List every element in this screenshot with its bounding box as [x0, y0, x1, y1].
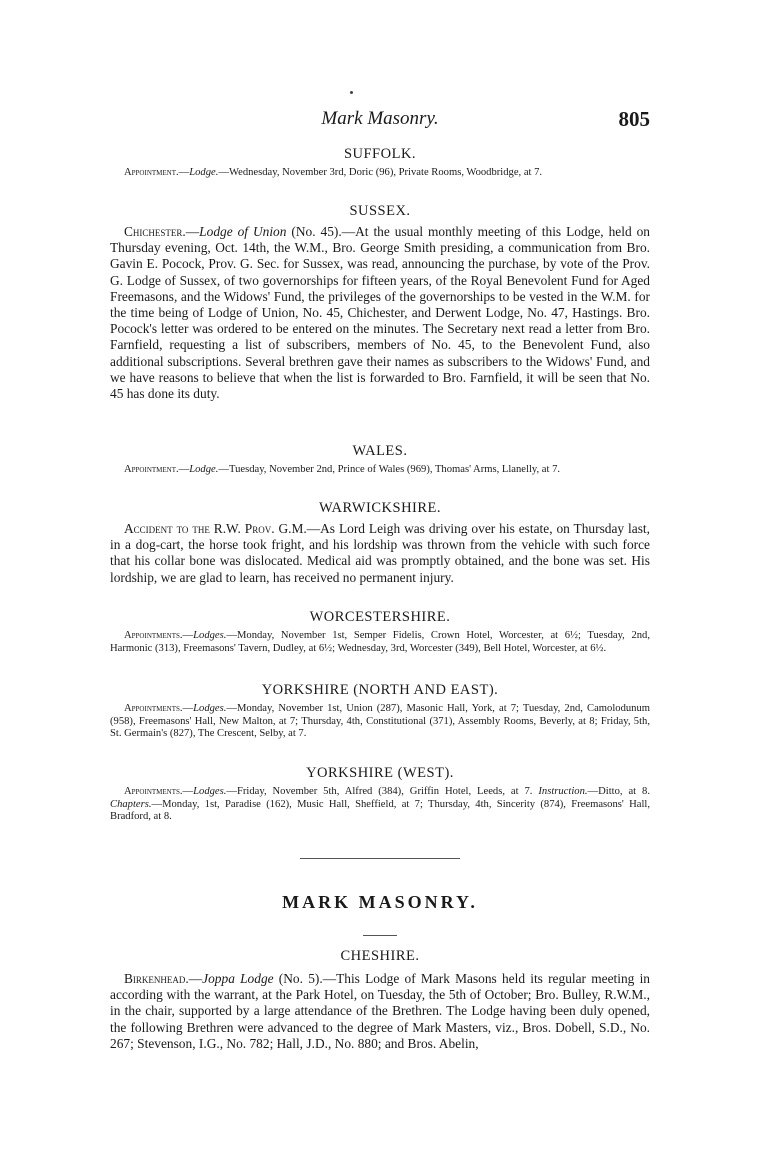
paragraph-text: —As Lord Leigh was driving over his estate, on Thursday last, in a dog-cart, the horse took fright, and his lordship was thrown from the vehicle with such force that his collar bone was dislocated. Medical aid was promptly obtained, and the bone was set. His lordship, we are glad to learn, has received no permanent injury. [110, 521, 650, 585]
lead-word: Chichester. [124, 224, 186, 239]
paragraph-text: (No. 5).—This Lodge of Mark Masons held its regular meeting in according with the warrant, at the Park Hotel, on Tuesday, the 5th of October; Bro. Bulley, R.W.M., in the chair, supported by a large attendance of the Brethren. The Lodge having been duly opened, the following Brethren were advanced to the degree of Mark Masters, viz., Bros. Dobell, S.D., No. 267; Stevenson, I.G., No. 782; Hall, J.D., No. 880; and Bros. Abelin, [110, 971, 650, 1051]
paragraph-text: —Ditto, at 8. [587, 786, 650, 797]
section-wales [110, 443, 650, 477]
sub-label: Joppa Lodge [202, 971, 274, 986]
section-heading: WORCESTERSHIRE. [309, 609, 451, 625]
section-text [110, 521, 650, 586]
section-yorkshire-west [110, 765, 650, 824]
lead-word: Accident to the R.W. Prov. G.M. [124, 521, 307, 536]
section-heading: YORKSHIRE (NORTH AND EAST). [261, 682, 499, 698]
sub-label-instruction: Instruction. [538, 786, 588, 797]
lead-word: Appointments. [124, 786, 183, 797]
sub-label: Lodges. [193, 630, 227, 641]
section-suffolk [110, 146, 650, 180]
short-rule [363, 935, 397, 936]
section-yorkshire-north-east [110, 682, 650, 741]
page-header [110, 108, 650, 134]
lead-word: Appointment. [124, 167, 179, 178]
sub-label: Lodge. [189, 464, 219, 475]
lead-word: Appointments. [124, 703, 183, 714]
section-text: Appointment.—Lodge.—Wednesday, November 3rd, Doric (96), Private Rooms, Woodbridge, at 7. [124, 167, 543, 178]
sub-label: Lodges. [193, 703, 227, 714]
paragraph-text: —Monday, November 1st, Union (287), Masonic Hall, York, at 7; Tuesday, 2nd, Camolodunum (958), Freemasons' Hall, New Malton, at 7; Thursday, 4th, Constitutional (371), Assembly Rooms, Beverly, at 8; Friday, 5th, St. Germain's (827), The Crescent, Selby, at 7. [110, 703, 650, 739]
divider-rule [110, 858, 650, 859]
running-title: Mark Masonry. [321, 108, 439, 129]
paragraph-text: —Wednesday, November 3rd, Doric (96), Private Rooms, Woodbridge, at 7. [218, 167, 543, 178]
section-text: Chichester.—Lodge of Union (No. 45).—At the usual monthly meeting of this Lodge, held on Thursday evening, Oct. 14th, the W.M., Bro. George Smith presiding, a communication from Bro. Gavin E. Pocock, Prov. G. Sec. for Sussex, was read, announcing the purchase, by vote of the Prov. G. Lodge of Sussex, of two governorships for fifteen years, of the Royal Benevolent Fund for Aged Freemasons, and the Widows' Fund, the privileges of the governorships to be vested in the W.M. for the time being of Lodge of Union, No. 45, Chichester, and Derwent Lodge, No. 47, Hastings. Bro. Pocock's letter was ordered to be entered on the minutes. The Secretary next read a letter from Bro. Farnfield, requesting a list of subscribers, members of No. 45, to the Benevolent Fund, also additional subscriptions. Several brethren gave their names as subscribers to the Widows' Fund, and we have reasons to believe that when the list is forwarded to Bro. Farnfield, it will be seen that No. 45 has done its duty. [110, 224, 650, 402]
section-text: Appointments.—Lodges.—Monday, November 1st, Semper Fidelis, Crown Hotel, Worcester, at 6½; Tuesday, 2nd, Harmonic (313), Freemasons' Tavern, Dudley, at 6½; Wednesday, 3rd, Worcester (349), Bell Hotel, Worcester, at 6½. [110, 630, 650, 654]
section-heading: WALES. [352, 443, 408, 459]
lead-word: Birkenhead. [124, 971, 189, 986]
printing-speck [350, 91, 353, 94]
section-heading: WARWICKSHIRE. [318, 500, 442, 516]
section-heading: YORKSHIRE (WEST). [306, 765, 454, 781]
section-text: Appointments.—Lodges.—Monday, November 1st, Union (287), Masonic Hall, York, at 7; Tuesday, 2nd, Camolodunum (958), Freemasons' Hall, New Malton, at 7; Thursday, 4th, Constitutional (371), Assembly Rooms, Beverly, at 8; Friday, 5th, St. Germain's (827), The Crescent, Selby, at 7. [110, 703, 650, 739]
sub-label: Lodge of Union [199, 224, 287, 239]
section-heading: SUFFOLK. [343, 146, 417, 162]
section-text: Appointments.—Lodges.—Friday, November 5th, Alfred (384), Griffin Hotel, Leeds, at 7. Instruction.—Ditto, at 8. Chapters.—Monday, 1st, Paradise (162), Music Hall, Sheffield, at 7; Thursday, 4th, Sincerity (874), Freemasons' Hall, Bradford, at 8. [110, 786, 650, 822]
sub-label: Lodge. [189, 167, 219, 178]
sub-label: Lodges. [193, 786, 227, 797]
lead-word: Appointments. [124, 630, 183, 641]
page-number: 805 [618, 107, 650, 131]
sub-label-chapters: Chapters. [110, 798, 152, 810]
lead-word: Appointment. [124, 464, 179, 475]
paragraph-text: —Monday, November 1st, Semper Fidelis, Crown Hotel, Worcester, at 6½; Tuesday, 2nd, Harmonic (313), Freemasons' Tavern, Dudley, at 6½; Wednesday, 3rd, Worcester (349), Bell Hotel, Worcester, at 6½. [110, 630, 650, 654]
section-text: Appointment.—Lodge.—Tuesday, November 2nd, Prince of Wales (969), Thomas' Arms, Llanelly, at 7. [124, 464, 561, 475]
paragraph-text: —Friday, November 5th, Alfred (384), Griffin Hotel, Leeds, at 7. [226, 786, 539, 797]
section-heading: SUSSEX. [349, 203, 411, 219]
main-section-title: MARK MASONRY. [282, 892, 478, 912]
section-mark-masonry [110, 892, 650, 1052]
section-sussex [110, 203, 650, 402]
paragraph-text: (No. 45).—At the usual monthly meeting of this Lodge, held on Thursday evening, Oct. 14th, the W.M., Bro. George Smith presiding, a communication from Bro. Gavin E. Pocock, Prov. G. Sec. for Sussex, was read, announcing the purchase, by vote of the Prov. G. Lodge of Sussex, of two governorships for fifteen years, of the Royal Benevolent Fund for Aged Freemasons, and the Widows' Fund, the privileges of the governorships to be vested in the W.M. for the time being of Lodge of Union, No. 45, Chichester, and Derwent Lodge, No. 47, Hastings. Bro. Pocock's letter was ordered to be entered on the minutes. The Secretary next read a letter from Bro. Farnfield, requesting a list of subscribers, members of No. 45, to the Benevolent Fund, also additional subscriptions. Several brethren gave their names as subscribers to the Widows' Fund, and we have reasons to believe that when the list is forwarded to Bro. Farnfield, it will be seen that No. 45 has done its duty. [110, 224, 650, 402]
paragraph-text: —Monday, 1st, Paradise (162), Music Hall, Sheffield, at 7; Thursday, 4th, Sincerity (874), Freemasons' Hall, Bradford, at 8. [110, 798, 650, 822]
section-warwickshire [110, 500, 650, 586]
section-text: Birkenhead.—Joppa Lodge (No. 5).—This Lodge of Mark Masons held its regular meeting in according with the warrant, at the Park Hotel, on Tuesday, the 5th of October; Bro. Bulley, R.W.M., in the chair, supported by a large attendance of the Brethren. The Lodge having been duly opened, the following Brethren were advanced to the degree of Mark Masters, viz., Bros. Dobell, S.D., No. 267; Stevenson, I.G., No. 782; Hall, J.D., No. 880; and Bros. Abelin, [110, 971, 650, 1051]
section-heading: CHESHIRE. [340, 948, 420, 964]
section-worcestershire [110, 609, 650, 655]
paragraph-text: —Tuesday, November 2nd, Prince of Wales (969), Thomas' Arms, Llanelly, at 7. [218, 464, 561, 475]
